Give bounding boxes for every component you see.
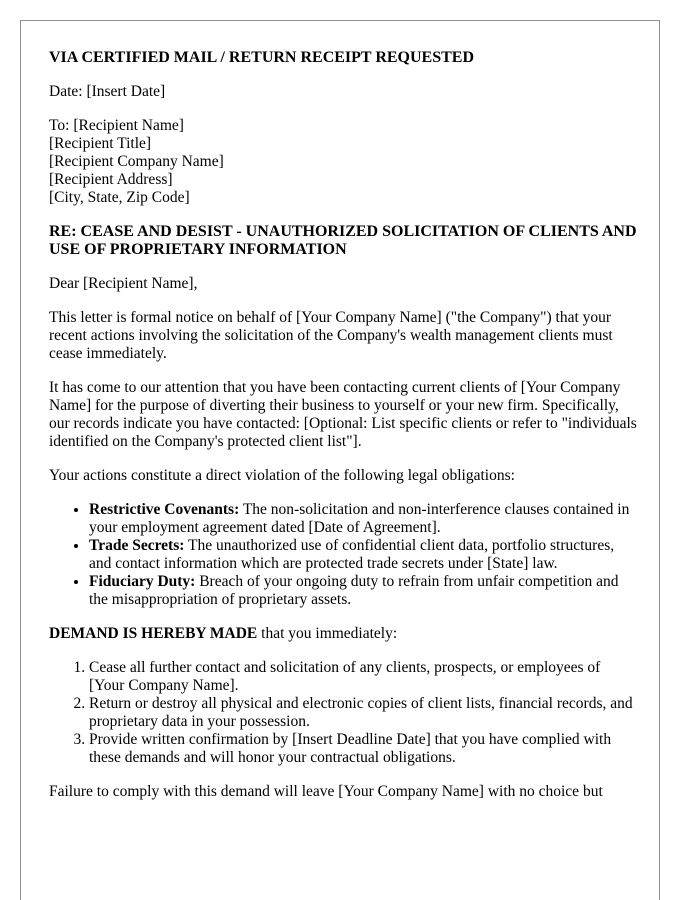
- demand-list: [49, 659, 639, 767]
- recipient-city-line: [City, State, Zip Code]: [49, 189, 190, 206]
- violation-term: Fiduciary Duty:: [89, 573, 196, 590]
- attention-paragraph: It has come to our attention that you have been contacting current clients of [Your Company Name] for the purpose of diverting their business to yourself or your new firm. Specifically, our records indicate you have contacted: [Optional: List specific clients or refer to "individuals identified on the Company's protected client list"].: [49, 379, 637, 450]
- violations-intro: Your actions constitute a direct violation of the following legal obligations:: [49, 467, 515, 484]
- list-item: [89, 573, 639, 609]
- recipient-address-line: [Recipient Address]: [49, 171, 173, 188]
- demand-lead-bold: DEMAND IS HEREBY MADE: [49, 625, 258, 642]
- intro-paragraph: This letter is formal notice on behalf of [Your Company Name] ("the Company") that your recent actions involving the solicitation of the Company's wealth management clients must cease immediately.: [49, 309, 613, 362]
- delivery-method-heading: VIA CERTIFIED MAIL / RETURN RECEIPT REQUESTED: [49, 49, 475, 66]
- recipient-company-line: [Recipient Company Name]: [49, 153, 224, 170]
- list-item: 1. Cease all further contact and solicitation of any clients, prospects, or employees of [Your Company Name].: [89, 659, 639, 695]
- recipient-title-line: [Recipient Title]: [49, 135, 152, 152]
- salutation: Dear [Recipient Name],: [49, 275, 198, 292]
- demand-lead-rest: that you immediately:: [257, 625, 398, 642]
- demand-lead: [49, 625, 639, 643]
- violation-term: Trade Secrets:: [89, 537, 185, 554]
- violation-text: Breach of your ongoing duty to refrain from unfair competition and the misappropriation of proprietary assets.: [89, 573, 619, 608]
- recipient-name-line: To: [Recipient Name]: [49, 117, 184, 134]
- letter-content: [49, 49, 639, 817]
- list-item: 3. Provide written confirmation by [Insert Deadline Date] that you have complied with these demands and will honor your contractual obligations.: [89, 731, 639, 767]
- list-item: 2. Return or destroy all physical and electronic copies of client lists, financial records, and proprietary data in your possession.: [89, 695, 639, 731]
- violation-text: The non-solicitation and non-interference clauses contained in your employment agreement dated [Date of Agreement].: [89, 501, 630, 536]
- recipient-block: [49, 117, 639, 207]
- subject-line: RE: CEASE AND DESIST - UNAUTHORIZED SOLICITATION OF CLIENTS AND USE OF PROPRIETARY INFORMATION: [49, 223, 637, 258]
- date-line: Date: [Insert Date]: [49, 83, 166, 100]
- violation-term: Restrictive Covenants:: [89, 501, 240, 518]
- list-item: [89, 501, 639, 537]
- violations-list: [49, 501, 639, 609]
- closing-paragraph: Failure to comply with this demand will leave [Your Company Name] with no choice but: [49, 783, 603, 800]
- list-item: [89, 537, 639, 573]
- violation-text: The unauthorized use of confidential client data, portfolio structures, and contact information which are protected trade secrets under [State] law.: [89, 537, 615, 572]
- letter-page: [20, 20, 660, 900]
